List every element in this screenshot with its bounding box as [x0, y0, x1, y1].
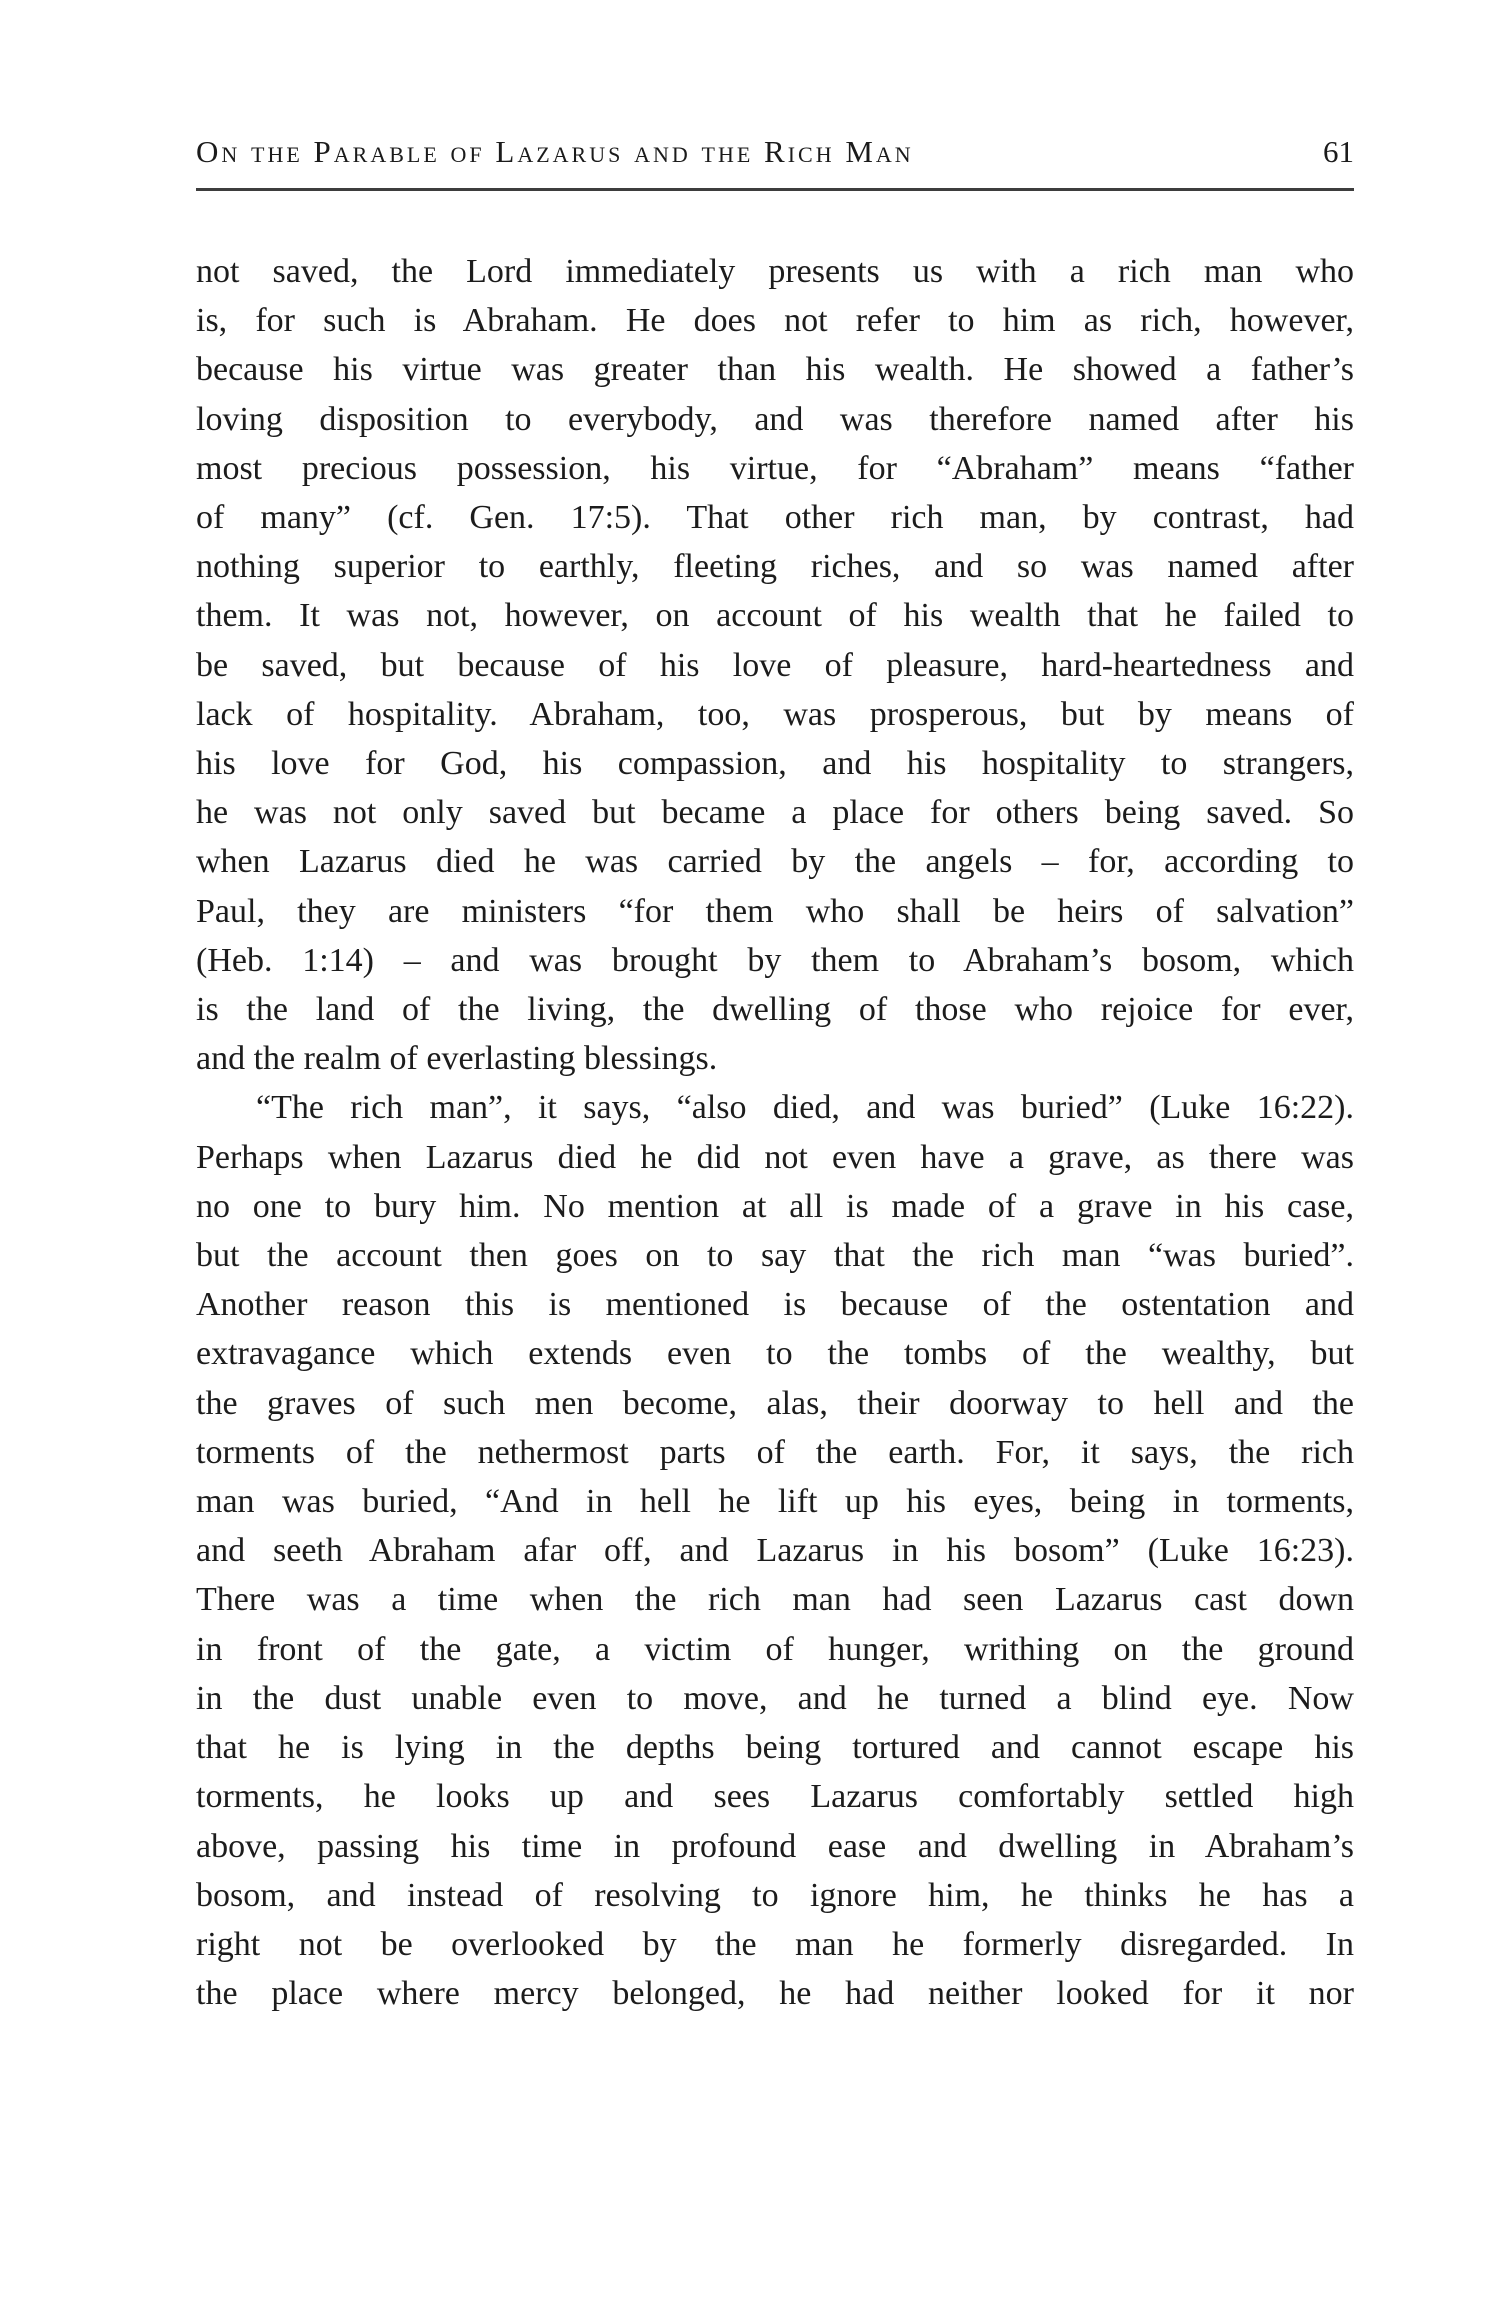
text-line: not saved, the Lord immediately presents us with a rich man who: [196, 253, 1354, 290]
text-line: nothing superior to earthly, fleeting riches, and so was named after: [196, 548, 1354, 586]
text-line: but the account then goes on to say that the rich man “was buried”.: [196, 1237, 1354, 1275]
running-header-title: On the Parable of Lazarus and the Rich Man: [196, 134, 914, 169]
text-line: because his virtue was greater than his wealth. He showed a father’s: [196, 351, 1354, 389]
text-line: is the land of the living, the dwelling of those who rejoice for ever,: [196, 991, 1354, 1029]
text-line: torments of the nethermost parts of the earth. For, it says, the rich: [196, 1433, 1354, 1471]
text-line: There was a time when the rich man had seen Lazarus cast down: [196, 1581, 1354, 1619]
text-line: lack of hospitality. Abraham, too, was prosperous, but by means of: [196, 695, 1354, 733]
text-line: man was buried, “And in hell he lift up his eyes, being in torments,: [196, 1483, 1354, 1521]
text-line: is, for such is Abraham. He does not refer to him as rich, however,: [196, 302, 1354, 340]
text-line: torments, he looks up and sees Lazarus comfortably settled high: [196, 1778, 1354, 1816]
text-line: Paul, they are ministers “for them who shall be heirs of salvation”: [196, 892, 1354, 930]
text-line: “The rich man”, it says, “also died, and was buried” (Luke 16:22).: [256, 1089, 1354, 1127]
text-line: most precious possession, his virtue, for “Abraham” means “father: [196, 449, 1354, 487]
paragraph: [196, 1083, 1354, 2018]
text-line: in the dust unable even to move, and he turned a blind eye. Now: [196, 1679, 1354, 1717]
text-line: them. It was not, however, on account of his wealth that he failed to: [196, 597, 1354, 635]
text-line: the graves of such men become, alas, their doorway to hell and the: [196, 1384, 1354, 1422]
body-text: [196, 247, 1354, 2018]
text-line: above, passing his time in profound ease and dwelling in Abraham’s: [196, 1827, 1354, 1865]
text-line: in front of the gate, a victim of hunger, writhing on the ground: [196, 1630, 1354, 1668]
text-line: when Lazarus died he was carried by the angels – for, according to: [196, 843, 1354, 881]
header-divider: [196, 188, 1354, 191]
text-line: right not be overlooked by the man he formerly disregarded. In: [196, 1925, 1354, 1963]
text-line: his love for God, his compassion, and his hospitality to strangers,: [196, 745, 1354, 783]
text-line: bosom, and instead of resolving to ignore him, he thinks he has a: [196, 1876, 1354, 1914]
paragraph: [196, 247, 1354, 1083]
text-line: loving disposition to everybody, and was therefore named after his: [196, 400, 1354, 438]
text-line: Perhaps when Lazarus died he did not even have a grave, as there was: [196, 1138, 1354, 1176]
text-line: the place where mercy belonged, he had neither looked for it nor: [196, 1975, 1354, 2013]
page-content: [196, 132, 1354, 2018]
text-line: no one to bury him. No mention at all is made of a grave in his case,: [196, 1187, 1354, 1225]
text-line: be saved, but because of his love of pleasure, hard-heartedness and: [196, 646, 1354, 684]
text-line: of many” (cf. Gen. 17:5). That other rich man, by contrast, had: [196, 499, 1354, 537]
text-line: and the realm of everlasting blessings.: [196, 1040, 718, 1078]
page-number: 61: [1323, 134, 1354, 169]
text-line: he was not only saved but became a place for others being saved. So: [196, 794, 1354, 832]
running-header: [196, 132, 1354, 172]
text-line: Another reason this is mentioned is because of the ostentation and: [196, 1286, 1354, 1324]
text-line: extravagance which extends even to the tombs of the wealthy, but: [196, 1335, 1354, 1373]
text-line: that he is lying in the depths being tortured and cannot escape his: [196, 1729, 1354, 1767]
text-line: (Heb. 1:14) – and was brought by them to Abraham’s bosom, which: [196, 941, 1354, 979]
text-line: and seeth Abraham afar off, and Lazarus in his bosom” (Luke 16:23).: [196, 1532, 1354, 1570]
